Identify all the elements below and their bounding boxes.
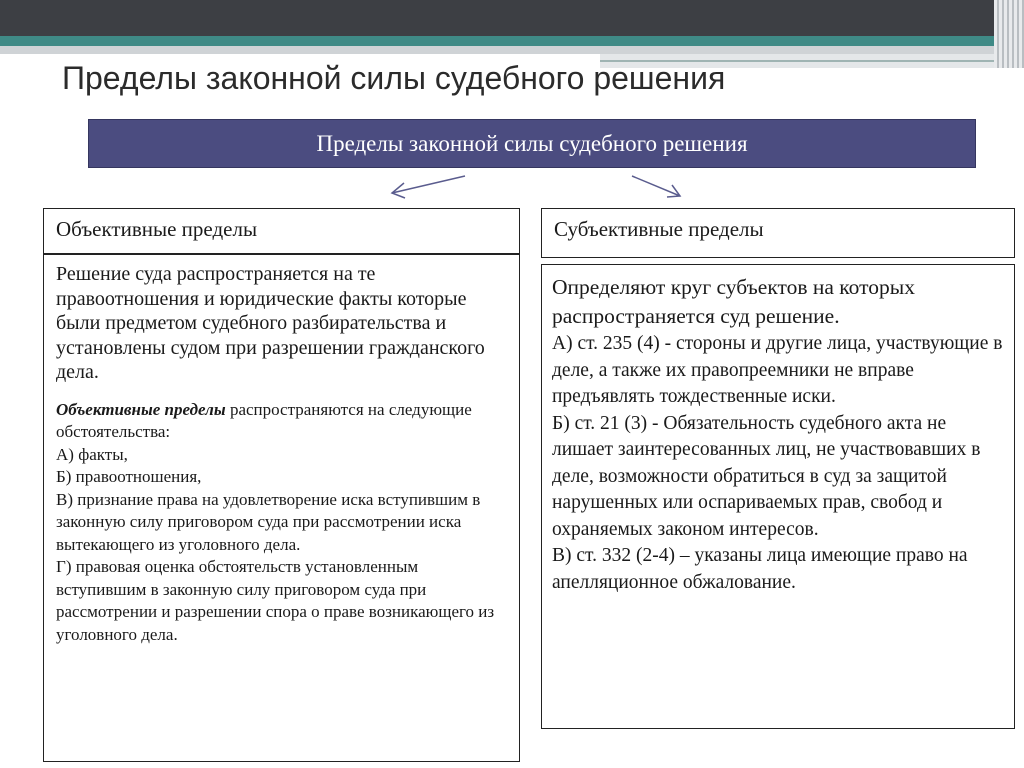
subjective-limits-body — [541, 264, 1015, 729]
objective-limits-title: Объективные пределы — [56, 217, 258, 241]
subjective-limits-list — [552, 331, 1004, 596]
arrow-right-icon — [632, 176, 680, 197]
list-item: А) факты, — [56, 444, 128, 464]
subjective-limits-header — [541, 208, 1015, 258]
subjective-limits-lead: Определяют круг субъектов на которых распространяется суд решение. — [552, 275, 915, 328]
list-item: А) ст. 235 (4) - стороны и другие лица, участвующие в деле, а также их правопреемники не вправе предъявлять тождественные иски. — [552, 333, 1003, 407]
list-item: В) ст. 332 (2-4) – указаны лица имеющие право на апелляционное обжалование. — [552, 545, 968, 593]
list-item: В) признание права на удовлетворение иска вступившим в законную силу приговором суда при рассмотрении иска вытекающего из уголовного дела. — [56, 489, 481, 554]
objective-limits-list — [56, 399, 509, 647]
slide-title: Пределы законной силы судебного решения — [62, 60, 726, 96]
list-item: Б) ст. 21 (3) - Обязательность судебного акта не лишает заинтересованных лиц, не участвовавших в деле, возможности обратиться в суд за защитой нарушенных или оспариваемых прав, свобод и охраняемых законом интересов. — [552, 412, 981, 540]
top-concept-label: Пределы законной силы судебного решения — [316, 130, 748, 156]
objective-limits-definition: Решение суда распространяется на те правоотношения и юридические факты которые были предметом судебного разбирательства и установлены судом при разрешении гражданского дела. — [56, 263, 485, 383]
objective-limits-body — [43, 254, 520, 762]
subjective-limits-title: Субъективные пределы — [554, 217, 764, 241]
objective-limits-intro-rest: распространяются на следующие обстоятельства: — [56, 399, 472, 441]
list-item: Г) правовая оценка обстоятельств установленным вступившим в законную силу приговором суда при рассмотрении и разрешении спора о праве возникающего из уголовного дела. — [56, 557, 495, 644]
objective-limits-header — [43, 208, 520, 254]
list-item: Б) правоотношения, — [56, 467, 202, 486]
arrow-left-icon — [392, 176, 465, 198]
objective-limits-intro-bold: Объективные пределы — [56, 399, 226, 419]
